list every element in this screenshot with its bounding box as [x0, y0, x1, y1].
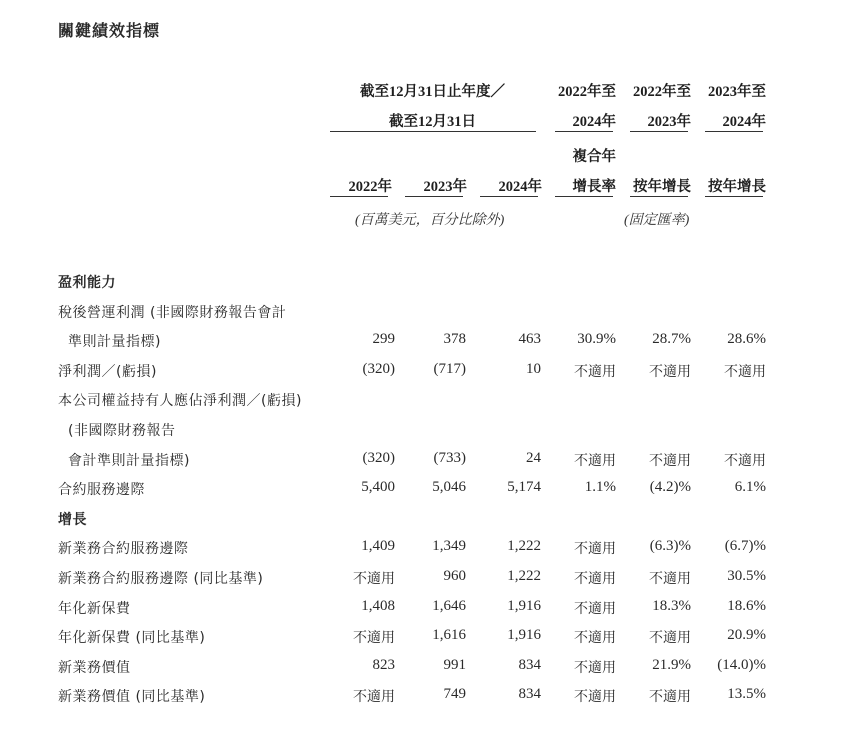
cell-col-4: 不適用 — [574, 630, 616, 647]
cell-col-3: 24 — [526, 449, 541, 466]
cell-col-4: 不適用 — [574, 659, 616, 676]
table-row — [0, 651, 850, 681]
yoy2-header-rule — [705, 131, 763, 132]
year-rule-2022 — [330, 196, 388, 197]
cell-col-5: 不適用 — [649, 689, 691, 706]
cell-col-6: 13.5% — [727, 686, 766, 703]
yoy1-header-rule2 — [630, 196, 688, 197]
cell-col-4: 不適用 — [574, 541, 616, 558]
cell-col-3: 834 — [518, 686, 541, 703]
row-label: 新業務合約服務邊際 — [58, 541, 189, 558]
cell-col-5: (4.2)% — [649, 479, 691, 496]
row-label: 年化新保費 (同比基準) — [58, 630, 206, 647]
period-header-line2: 截至12月31日 — [389, 114, 476, 130]
table-row — [0, 384, 850, 414]
period-header-rule — [330, 131, 536, 132]
cell-col-2: 1,646 — [432, 597, 466, 614]
cell-col-6: 不適用 — [724, 363, 766, 380]
row-label: 新業務價值 — [58, 659, 131, 676]
cell-col-2: 378 — [443, 331, 466, 348]
section-header-row — [0, 266, 850, 296]
cell-col-2: 1,616 — [432, 627, 466, 644]
cell-col-3: 1,916 — [507, 627, 541, 644]
table-row — [0, 296, 850, 326]
cell-col-1: 5,400 — [361, 479, 395, 496]
year-header-2023: 2023年 — [423, 179, 467, 195]
cagr-header-line1: 2022年至 — [558, 84, 616, 100]
yoy2-header-line2: 2024年 — [722, 114, 766, 130]
section-label: 盈利能力 — [58, 275, 116, 291]
page-title: 關鍵績效指標 — [58, 21, 161, 40]
cell-col-2: 991 — [443, 656, 466, 673]
row-label: 淨利潤／(虧損) — [58, 363, 157, 380]
row-label: 準則計量指標) — [68, 334, 161, 351]
cagr-header-line2: 2024年 — [572, 114, 616, 130]
cell-col-5: (6.3)% — [649, 538, 691, 555]
cell-col-3: 5,174 — [507, 479, 541, 496]
table-row — [0, 562, 850, 592]
cell-col-4: 不適用 — [574, 571, 616, 587]
table-row — [0, 444, 850, 474]
cell-col-4: 不適用 — [574, 600, 616, 617]
yoy1-header-rule — [630, 131, 688, 132]
cell-col-6: 6.1% — [734, 479, 766, 496]
table-row — [0, 325, 850, 355]
table-row — [0, 680, 850, 710]
yoy2-header-line3: 按年增長 — [708, 179, 766, 195]
row-label: 稅後營運利潤 (非國際財務報告會計 — [58, 304, 287, 321]
table-row — [0, 592, 850, 622]
cell-col-5: 21.9% — [652, 656, 691, 673]
table-row — [0, 473, 850, 503]
cell-col-2: (717) — [433, 360, 466, 377]
year-header-2024: 2024年 — [498, 179, 542, 195]
cell-col-1: (320) — [362, 360, 395, 377]
row-label: (非國際財務報告 — [68, 423, 176, 439]
year-rule-2023 — [405, 196, 463, 197]
table-row — [0, 532, 850, 562]
year-rule-2024 — [480, 196, 538, 197]
table-row — [0, 621, 850, 651]
row-label: 合約服務邊際 — [58, 482, 145, 499]
cell-col-3: 1,916 — [507, 597, 541, 614]
section-header-row — [0, 503, 850, 533]
yoy1-header-line2: 2023年 — [647, 114, 691, 130]
cell-col-1: 823 — [372, 656, 395, 673]
cell-col-6: 28.6% — [727, 331, 766, 348]
cell-col-3: 1,222 — [507, 568, 541, 584]
cell-col-3: 1,222 — [507, 538, 541, 555]
cell-col-2: 749 — [443, 686, 466, 703]
row-label: 年化新保費 — [58, 600, 131, 617]
cell-col-1: 299 — [372, 331, 395, 348]
cell-col-4: 不適用 — [574, 363, 616, 380]
yoy1-header-line3: 按年增長 — [633, 179, 691, 195]
period-header-line1: 截至12月31日止年度／ — [360, 84, 505, 100]
cell-col-4: 不適用 — [574, 452, 616, 469]
cell-col-4: 不適用 — [574, 689, 616, 706]
cell-col-1: 1,408 — [361, 597, 395, 614]
yoy2-header-line1: 2023年至 — [708, 84, 766, 100]
cell-col-2: 1,349 — [432, 538, 466, 555]
cell-col-5: 18.3% — [652, 597, 691, 614]
cell-col-6: 不適用 — [724, 452, 766, 469]
section-label: 增長 — [58, 511, 87, 528]
cell-col-2: 960 — [443, 568, 466, 584]
unit-note: (百萬美元，百分比除外) — [355, 213, 505, 228]
cell-col-6: 20.9% — [727, 627, 766, 644]
cell-col-1: 1,409 — [361, 538, 395, 555]
fx-note: (固定匯率) — [624, 213, 690, 228]
cell-col-6: 18.6% — [727, 597, 766, 614]
cell-col-4: 30.9% — [577, 331, 616, 348]
yoy1-header-line1: 2022年至 — [633, 84, 691, 100]
cell-col-5: 不適用 — [649, 630, 691, 647]
cagr-header-rule — [555, 131, 613, 132]
cell-col-1: 不適用 — [353, 630, 395, 647]
cell-col-6: 30.5% — [727, 568, 766, 584]
cell-col-6: (14.0)% — [717, 656, 766, 673]
cell-col-1: 不適用 — [353, 689, 395, 706]
cell-col-5: 不適用 — [649, 571, 691, 587]
cell-col-5: 28.7% — [652, 331, 691, 348]
cell-col-3: 463 — [518, 331, 541, 348]
cell-col-2: 5,046 — [432, 479, 466, 496]
cell-col-2: (733) — [433, 449, 466, 466]
cell-col-6: (6.7)% — [724, 538, 766, 555]
row-label: 本公司權益持有人應佔淨利潤／(虧損) — [58, 393, 302, 410]
cagr-header-rule2 — [555, 196, 613, 197]
cagr-header-line4: 增長率 — [572, 179, 616, 195]
cell-col-3: 10 — [526, 360, 541, 377]
table-row — [0, 355, 850, 385]
cell-col-1: 不適用 — [353, 571, 395, 587]
table-row — [0, 414, 850, 444]
row-label: 會計準則計量指標) — [68, 452, 190, 469]
row-label: 新業務合約服務邊際 (同比基準) — [58, 571, 264, 587]
yoy2-header-rule2 — [705, 196, 763, 197]
cell-col-3: 834 — [518, 656, 541, 673]
cagr-header-line3: 複合年 — [572, 149, 616, 165]
cell-col-5: 不適用 — [649, 452, 691, 469]
cell-col-4: 1.1% — [584, 479, 616, 496]
year-header-2022: 2022年 — [348, 179, 392, 195]
cell-col-1: (320) — [362, 449, 395, 466]
row-label: 新業務價值 (同比基準) — [58, 689, 206, 706]
cell-col-5: 不適用 — [649, 363, 691, 380]
